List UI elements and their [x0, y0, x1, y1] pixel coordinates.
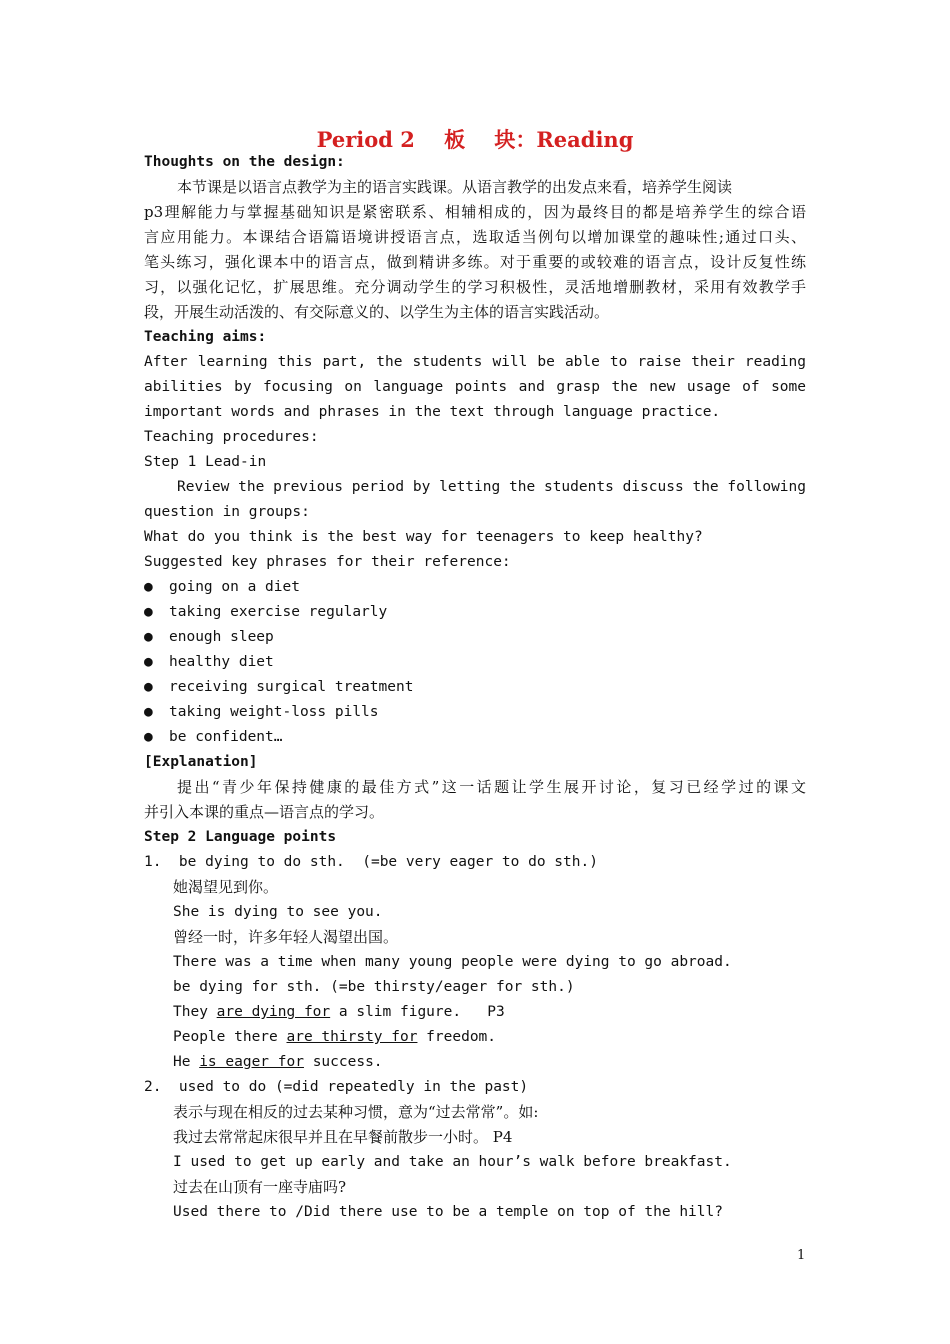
design-line: 习，以强化记忆，扩展思维。充分调动学生的学习积极性，灵活地增删教材，采用有效教学手	[144, 278, 806, 296]
aims-heading: Teaching aims:	[144, 329, 267, 345]
explanation-line: 并引入本课的重点—语言点的学习。	[144, 803, 385, 821]
list-item: ● healthy diet	[144, 650, 806, 675]
bullet-icon: ●	[144, 629, 153, 645]
point1-example-en: There was a time when many young people were dying to go abroad.	[173, 954, 732, 970]
step1-suggested: Suggested key phrases for their reference:	[144, 554, 511, 570]
point2-example-en: Used there to /Did there use to be a temple on top of the hill?	[173, 1204, 723, 1220]
point1-heading: 1. be dying to do sth. (=be very eager to do sth.)	[144, 854, 598, 870]
point1-example-cn: 曾经一时，许多年轻人渴望出国。	[173, 928, 399, 946]
bullet-icon: ●	[144, 729, 153, 745]
point1-example-en: He is eager for success.	[173, 1054, 383, 1070]
design-line: 段，开展生动活泼的、有交际意义的、以学生为主体的语言实践活动。	[144, 303, 610, 321]
list-item: ● going on a diet	[144, 575, 806, 600]
page-title: Period 2 板 块：Reading	[316, 127, 634, 152]
bullet-icon: ●	[144, 579, 153, 595]
point2-note-cn: 表示与现在相反的过去某种习惯，意为“过去常常”。如:	[173, 1103, 539, 1121]
design-line: p3理解能力与掌握基础知识是紧密联系、相辅相成的，因为最终目的都是培养学生的综合语	[144, 203, 806, 221]
underlined-phrase: is eager for	[199, 1054, 304, 1070]
bullet-icon: ●	[144, 604, 153, 620]
step1-question: What do you think is the best way for teenagers to keep healthy?	[144, 529, 703, 545]
bullet-icon: ●	[144, 654, 153, 670]
document-body	[144, 150, 806, 1225]
aims-line: After learning this part, the students will be able to raise their reading	[144, 354, 806, 370]
design-line: 本节课是以语言点教学为主的语言实践课。从语言教学的出发点来看，培养学生阅读	[177, 178, 733, 196]
underlined-phrase: are dying for	[216, 1004, 331, 1020]
point1-example-en: People there are thirsty for freedom.	[173, 1029, 497, 1045]
point2-example-cn: 过去在山顶有一座寺庙吗?	[173, 1178, 347, 1196]
list-item: ● enough sleep	[144, 625, 806, 650]
explanation-line: 提出“青少年保持健康的最佳方式”这一话题让学生展开讨论，复习已经学过的课文	[177, 778, 806, 796]
aims-line: important words and phrases in the text through language practice.	[144, 404, 721, 420]
design-line: 言应用能力。本课结合语篇语境讲授语言点，选取适当例句以增加课堂的趣味性;通过口头、	[144, 228, 806, 246]
step2-heading: Step 2 Language points	[144, 829, 337, 845]
design-heading: Thoughts on the design:	[144, 154, 345, 170]
step1-line: question in groups:	[144, 504, 310, 520]
point2-heading: 2. used to do (=did repeatedly in the past)	[144, 1079, 529, 1095]
underlined-phrase: are thirsty for	[286, 1029, 418, 1045]
point2-example-en: I used to get up early and take an hour’s walk before breakfast.	[173, 1154, 732, 1170]
list-item: ● receiving surgical treatment	[144, 675, 806, 700]
bullet-icon: ●	[144, 679, 153, 695]
point1-example-en: They are dying for a slim figure. P3	[173, 1004, 505, 1020]
point1-example-cn: 她渴望见到你。	[173, 878, 279, 896]
list-item: ● taking exercise regularly	[144, 600, 806, 625]
list-item: ● taking weight-loss pills	[144, 700, 806, 725]
step1-line: Review the previous period by letting the students discuss the following	[177, 479, 806, 495]
page-number: 1	[797, 1248, 806, 1263]
list-item: ● be confident…	[144, 725, 806, 750]
point1-example-en: She is dying to see you.	[173, 904, 383, 920]
point1-variant: be dying for sth. (=be thirsty/eager for sth.)	[173, 979, 575, 995]
procedures-heading: Teaching procedures:	[144, 429, 319, 445]
explanation-heading: [Explanation]	[144, 754, 258, 770]
point2-example-cn: 我过去常常起床很早并且在早餐前散步一小时。 P4	[173, 1128, 513, 1146]
design-line: 笔头练习，强化课本中的语言点，做到精讲多练。对于重要的或较难的语言点，设计反复性练	[144, 253, 806, 271]
step1-heading: Step 1 Lead-in	[144, 454, 267, 470]
bullet-icon: ●	[144, 704, 153, 720]
aims-line: abilities by focusing on language points and grasp the new usage of some	[144, 379, 806, 395]
